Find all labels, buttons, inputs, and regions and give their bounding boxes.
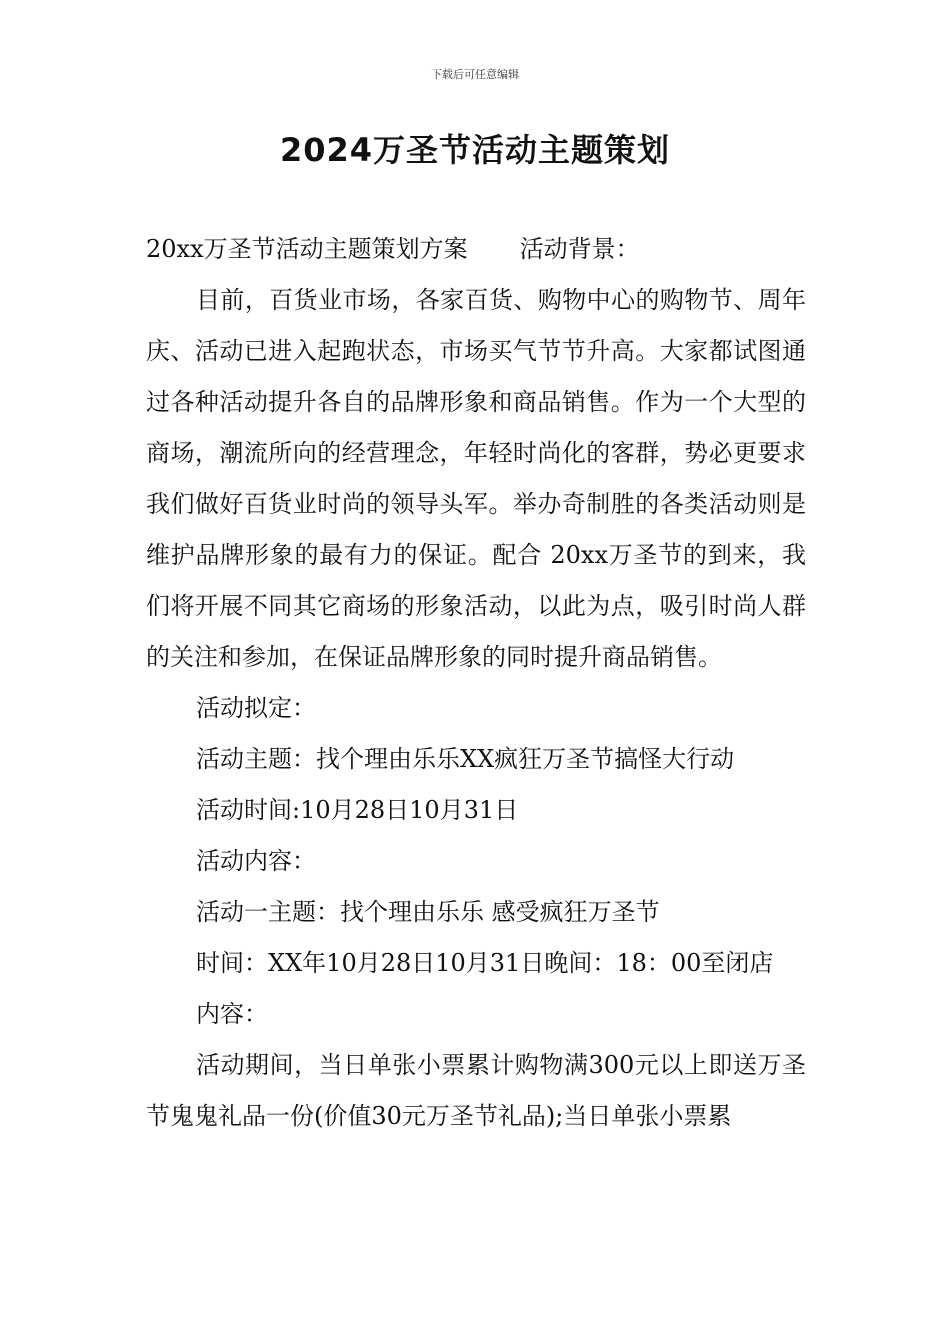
plan-heading: 活动拟定： — [196, 694, 316, 722]
document-title: 2024万圣节活动主题策划 — [279, 131, 671, 169]
activity-one-detail: 活动期间，当日单张小票累计购物满300元以上即送万圣节鬼鬼礼品一份(价值30元万圣节礼品);当日单张小票累 — [146, 1051, 806, 1130]
intro-plan-name: 20xx万圣节活动主题策划方案 — [146, 235, 468, 263]
header-note: 下载后可任意编辑 — [431, 68, 519, 81]
time-line: 活动时间:10月28日10月31日 — [196, 796, 519, 824]
intro-background-label: 活动背景： — [519, 235, 640, 263]
document-body — [146, 224, 806, 1142]
background-paragraph: 目前，百货业市场，各家百货、购物中心的购物节、周年庆、活动已进入起跑状态，市场买气节节升高。大家都试图通过各种活动提升各自的品牌形象和商品销售。作为一个大型的商场，潮流所向的经营理念，年轻时尚化的客群，势必更要求我们做好百货业时尚的领导头军。举办奇制胜的各类活动则是维护品牌形象的最有力的保证。配合 20xx万圣节的到来，我们将开展不同其它商场的形象活动，以此为点，吸引时尚人群的关注和参加，在保证品牌形象的同时提升商品销售。 — [146, 286, 806, 671]
activity-one-content-heading: 内容： — [196, 1000, 268, 1028]
activity-one-time: 时间：XX年10月28日10月31日晚间：18：00至闭店 — [196, 949, 774, 977]
activity-one-theme: 活动一主题：找个理由乐乐 感受疯狂万圣节 — [196, 898, 660, 926]
theme-line: 活动主题：找个理由乐乐XX疯狂万圣节搞怪大行动 — [196, 745, 735, 773]
content-heading: 活动内容： — [196, 847, 316, 875]
intro-line — [146, 224, 806, 275]
